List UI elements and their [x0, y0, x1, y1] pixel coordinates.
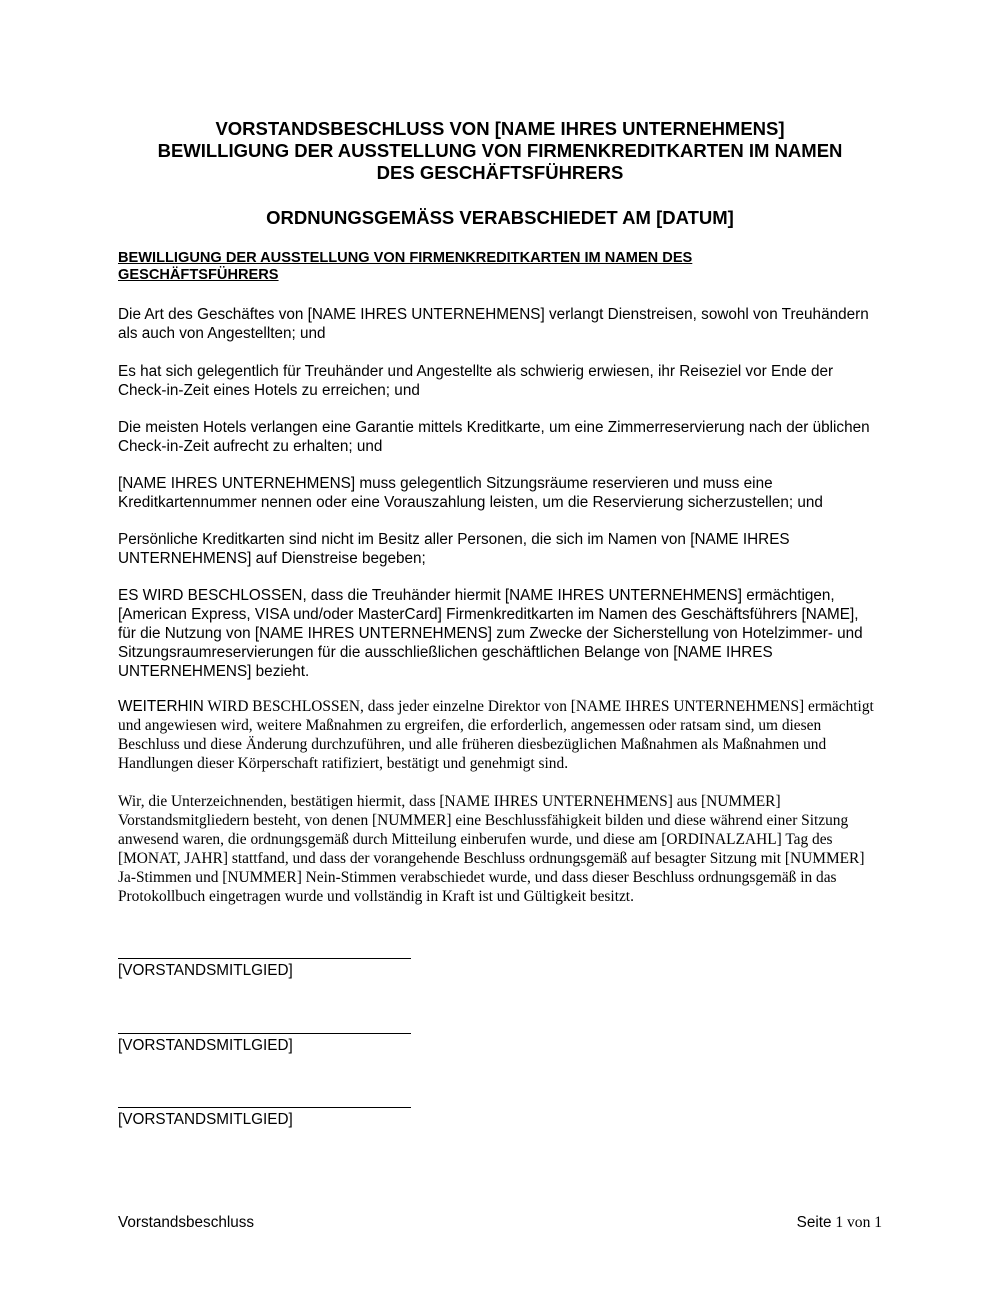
title-line: VORSTANDSBESCHLUSS VON [NAME IHRES UNTERNEHMENS]	[215, 118, 785, 139]
paragraph: [NAME IHRES UNTERNEHMENS] muss gelegentlich Sitzungsräume reservieren und muss eine Kreditkartennummer nennen oder eine Vorauszahlung leisten, um die Reservierung sicherzustellen; und	[118, 475, 823, 511]
signature-label: [VORSTANDSMITLGIED]	[118, 962, 293, 979]
further-resolved-lead: WEITERHIN	[118, 698, 204, 715]
title-line: DES GESCHÄFTSFÜHRERS	[376, 162, 624, 183]
resolution-paragraph: ES WIRD BESCHLOSSEN, dass die Treuhänder hiermit [NAME IHRES UNTERNEHMENS] ermächtigen, [American Express, VISA und/oder MasterCard] Firmenkreditkarten im Namen des Geschäftsführers [NAME], für die Nutzung von [NAME IHRES UNTERNEHMENS] zum Zwecke der Sicherstellung von Hotelzimmer- und Sitzungsraumreservierungen für die ausschließlichen geschäftlichen Belange von [NAME IHRES UNTERNEHMENS] bezieht.	[118, 587, 863, 680]
footer-page-number	[797, 1213, 882, 1232]
section-heading: BEWILLIGUNG DER AUSSTELLUNG VON FIRMENKREDITKARTEN IM NAMEN DES GESCHÄFTSFÜHRERS	[118, 250, 693, 283]
paragraph: Persönliche Kreditkarten sind nicht im Besitz aller Personen, die sich im Namen von [NAME IHRES UNTERNEHMENS] auf Dienstreise begeben;	[118, 531, 790, 567]
adopted-date-line: ORDNUNGSGEMÄSS VERABSCHIEDET AM [DATUM]	[266, 207, 734, 228]
signature-label: [VORSTANDSMITLGIED]	[118, 1111, 293, 1128]
further-resolved-text: WIRD BESCHLOSSEN, dass jeder einzelne Direktor von [NAME IHRES UNTERNEHMENS] ermächtigt und angewiesen wird, weitere Maßnahmen zu ergreifen, die erforderlich, angemessen oder ratsam sind, um diesen Beschluss und diese Änderung durchzuführen, und alle früheren diesbezüglichen Maßnahmen als Maßnahmen und Handlungen dieser Körperschaft ratifiziert, bestätigt und genehmigt sind.	[118, 698, 874, 772]
paragraph: Die Art des Geschäftes von [NAME IHRES UNTERNEHMENS] verlangt Dienstreisen, sowohl von Treuhändern als auch von Angestellten; und	[118, 306, 869, 342]
signature-block	[118, 1107, 418, 1129]
footer-page-word: Seite	[796, 1214, 832, 1231]
footer-of-word: von	[846, 1214, 871, 1231]
certification-paragraph: Wir, die Unterzeichnenden, bestätigen hiermit, dass [NAME IHRES UNTERNEHMENS] aus [NUMMER] Vorstandsmitgliedern besteht, von denen [NUMMER] eine Beschlussfähigkeit bilden und diese während einer Sitzung anwesend waren, die ordnungsgemäß durch Mitteilung einberufen wurde, und diese am [ORDINALZAHL] Tag des [MONAT, JAHR] stattfand, und dass der vorangehende Beschluss ordnungsgemäß auf besagter Sitzung mit [NUMMER] Ja-Stimmen und [NUMMER] Nein-Stimmen verabschiedet wurde, und dass dieser Beschluss ordnungsgemäß in das Protokollbuch eingetragen wurde und vollständig in Kraft ist und Gültigkeit besitzt.	[118, 793, 865, 905]
signature-line	[118, 1033, 411, 1034]
footer-document-name: Vorstandsbeschluss	[118, 1214, 255, 1231]
signature-line	[118, 1107, 411, 1108]
signature-label: [VORSTANDSMITLGIED]	[118, 1037, 293, 1054]
paragraph: Es hat sich gelegentlich für Treuhänder und Angestellte als schwierig erwiesen, ihr Reiseziel vor Ende der Check-in-Zeit eines Hotels zu erreichen; und	[118, 363, 834, 399]
signature-line	[118, 958, 411, 959]
paragraph: Die meisten Hotels verlangen eine Garantie mittels Kreditkarte, um eine Zimmerreservierung nach der üblichen Check-in-Zeit aufrecht zu erhalten; und	[118, 419, 870, 455]
footer-page-current: 1	[835, 1214, 844, 1231]
further-resolved-paragraph	[118, 697, 878, 773]
document-title	[118, 118, 882, 184]
signature-block	[118, 1033, 418, 1055]
footer-page-total: 1	[874, 1214, 882, 1231]
title-line: BEWILLIGUNG DER AUSSTELLUNG VON FIRMENKREDITKARTEN IM NAMEN	[157, 140, 843, 161]
signature-block	[118, 958, 418, 980]
